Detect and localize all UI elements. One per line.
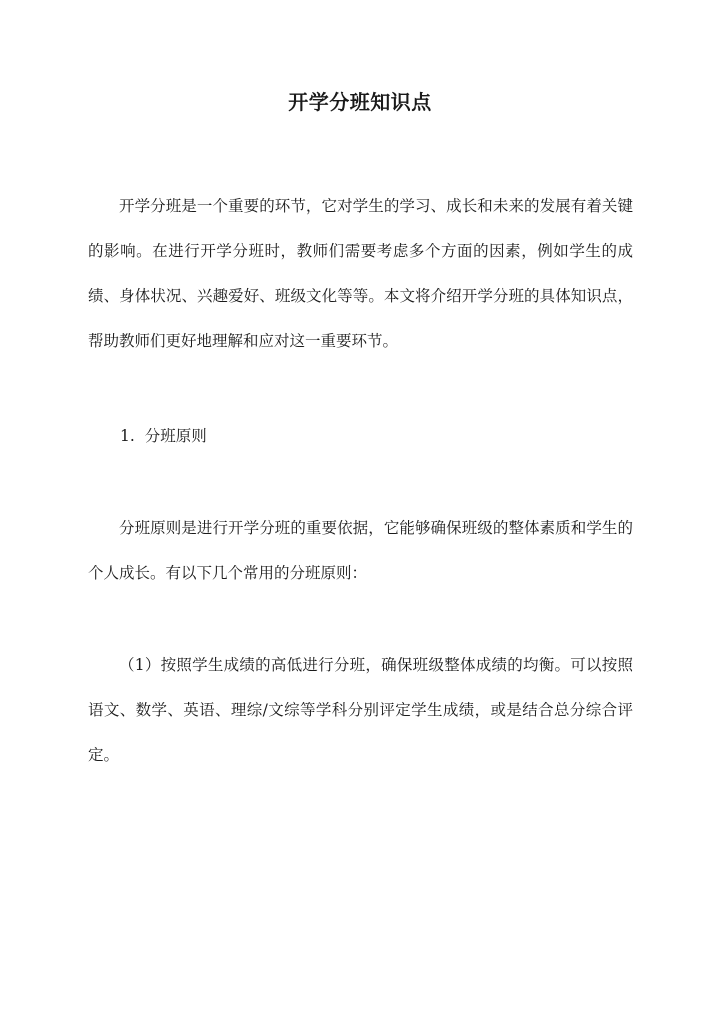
section-number: 1.	[120, 427, 135, 445]
page-title: 开学分班知识点	[288, 90, 432, 114]
list-item-paragraph: （1）按照学生成绩的高低进行分班，确保班级整体成绩的均衡。可以按照语文、数学、英语、理综/文综等学科分别评定学生成绩，或是结合总分综合评定。	[88, 656, 633, 764]
intro-paragraph: 开学分班是一个重要的环节，它对学生的学习、成长和未来的发展有着关键的影响。在进行开学分班时，教师们需要考虑多个方面的因素，例如学生的成绩、身体状况、兴趣爱好、班级文化等等。本文将介绍开学分班的具体知识点，帮助教师们更好地理解和应对这一重要环节。	[88, 197, 633, 350]
section-title: 分班原则	[144, 427, 207, 445]
section-paragraph: 分班原则是进行开学分班的重要依据，它能够确保班级的整体素质和学生的个人成长。有以下几个常用的分班原则：	[88, 519, 633, 582]
section-heading	[120, 424, 207, 448]
